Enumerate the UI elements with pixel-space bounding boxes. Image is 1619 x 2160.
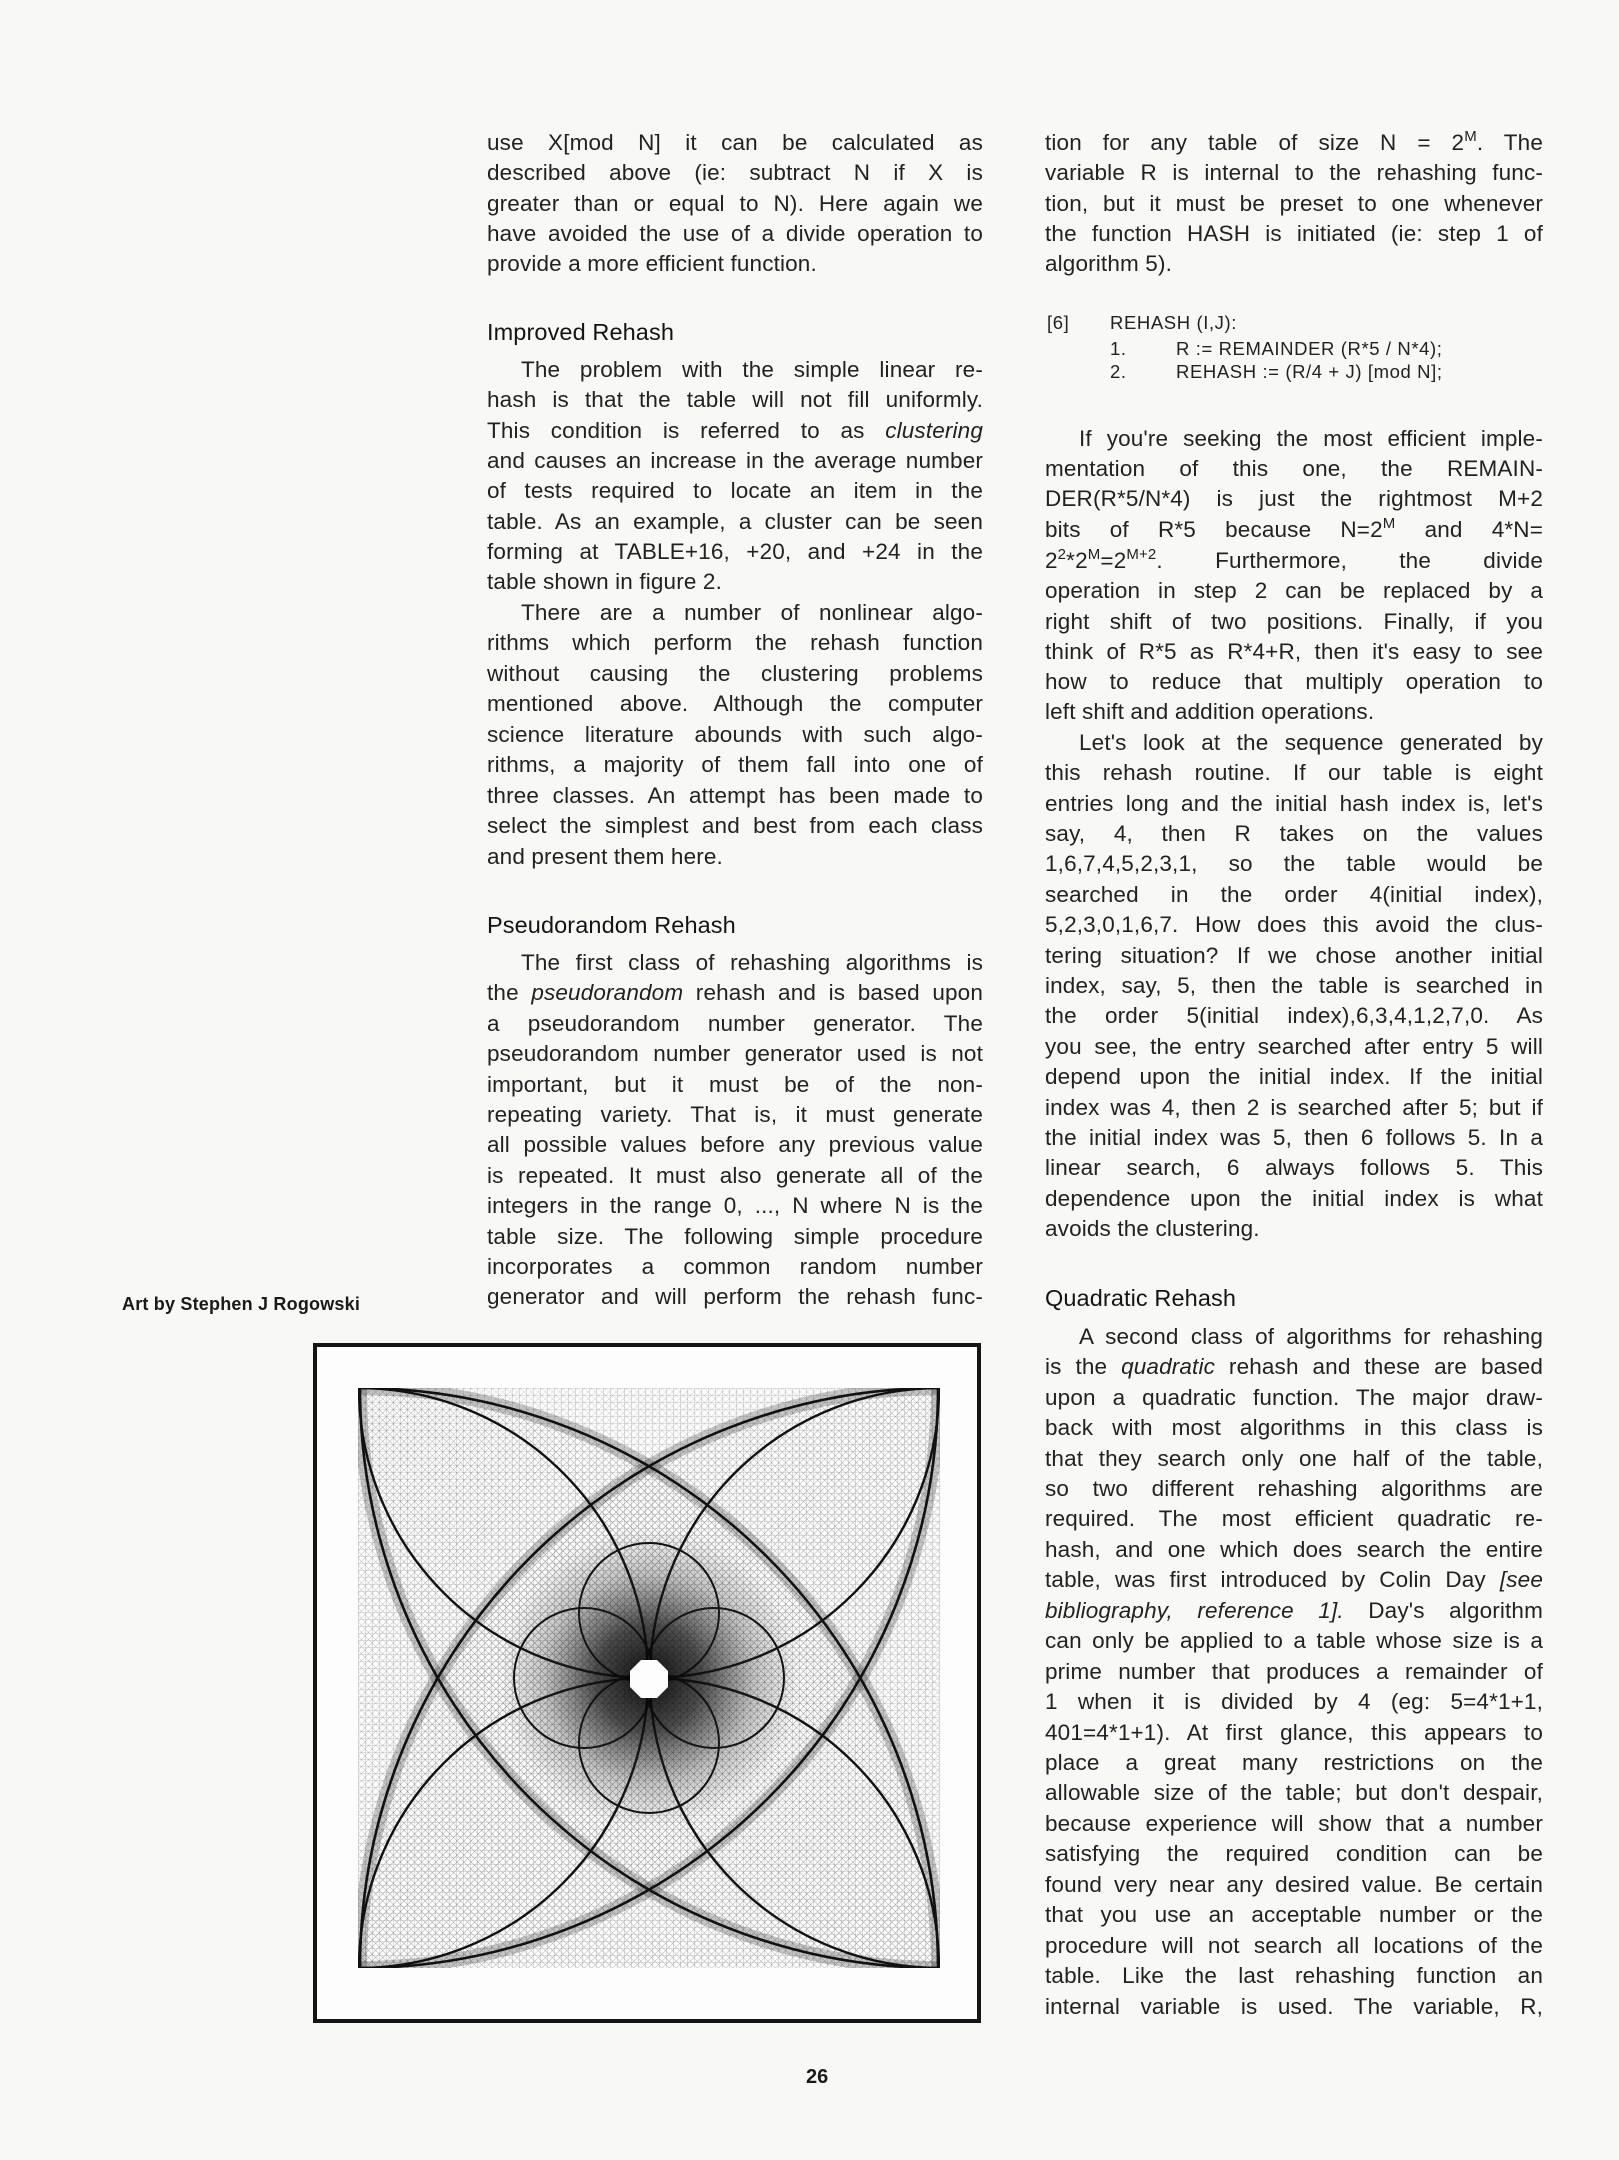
algorithm-number: [6]	[1047, 312, 1070, 333]
body-line: tering situation? If we chose another initial	[1045, 943, 1543, 968]
italic-citation: [see	[1499, 1567, 1543, 1592]
body-line: and present them here.	[487, 844, 723, 869]
body-line: is repeated. It must also generate all of the	[487, 1163, 983, 1188]
body-line: use X[mod N] it can be calculated as	[487, 130, 983, 155]
body-line: mentioned above. Although the computer	[487, 691, 983, 716]
body-line: so two different rehashing algorithms are	[1045, 1476, 1543, 1501]
algorithm-step-text: R := REMAINDER (R*5 / N*4);	[1176, 338, 1443, 359]
body-line: table size. The following simple procedure	[487, 1224, 983, 1249]
body-line: table. As an example, a cluster can be seen	[487, 509, 983, 534]
body-line: DER(R*5/N*4) is just the rightmost M+2	[1045, 486, 1543, 511]
body-line: forming at TABLE+16, +20, and +24 in the	[487, 539, 983, 564]
algorithm-step-number: 1.	[1110, 338, 1127, 359]
body-line: and causes an increase in the average number	[487, 448, 983, 473]
algorithm-step-number: 2.	[1110, 361, 1127, 382]
body-line: The first class of rehashing algorithms is	[521, 950, 983, 975]
body-line: the function HASH is initiated (ie: step 1 of	[1045, 221, 1543, 246]
text-span: . Furthermore, the divide	[1156, 548, 1543, 573]
body-line: upon a quadratic function. The major draw-	[1045, 1385, 1543, 1410]
body-line: satisfying the required condition can be	[1045, 1841, 1543, 1866]
text-span: table, was first introduced by Colin Day	[1045, 1567, 1486, 1592]
section-heading-pseudorandom-rehash: Pseudorandom Rehash	[487, 912, 736, 938]
body-line: required. The most efficient quadratic re-	[1045, 1506, 1543, 1531]
algorithm-step-text: REHASH := (R/4 + J) [mod N];	[1176, 361, 1443, 382]
body-line: think of R*5 as R*4+R, then it's easy to see	[1045, 639, 1543, 664]
body-line: 5,2,3,0,1,6,7. How does this avoid the clus-	[1045, 912, 1543, 937]
body-line	[1045, 515, 1543, 545]
body-line: right shift of two positions. Finally, if you	[1045, 609, 1543, 634]
body-line: select the simplest and best from each class	[487, 813, 983, 838]
algorithm-title: REHASH (I,J):	[1110, 312, 1238, 333]
body-line: pseudorandom number generator used is not	[487, 1041, 983, 1066]
body-line: of tests required to locate an item in the	[487, 478, 983, 503]
body-line: The problem with the simple linear re-	[521, 357, 983, 382]
body-line: tion, but it must be preset to one whenever	[1045, 191, 1543, 216]
text-span: and 4*N=	[1395, 517, 1543, 542]
italic-term-clustering: clustering	[885, 418, 983, 443]
page-number: 26	[806, 2066, 829, 2088]
text-span: is the	[1045, 1354, 1108, 1379]
body-line	[1045, 1352, 1543, 1382]
body-line: linear search, 6 always follows 5. This	[1045, 1155, 1543, 1180]
artwork-frame	[313, 1343, 981, 2023]
body-line: place a great many restrictions on the	[1045, 1750, 1543, 1775]
body-line: generator and will perform the rehash func-	[487, 1284, 983, 1309]
body-line: that they search only one half of the table,	[1045, 1446, 1543, 1471]
body-line: a pseudorandom number generator. The	[487, 1011, 983, 1036]
body-line: rithms, a majority of them fall into one of	[487, 752, 983, 777]
body-line	[487, 416, 983, 446]
body-line: three classes. An attempt has been made to	[487, 783, 983, 808]
body-line: rithms which perform the rehash function	[487, 630, 983, 655]
body-line: There are a number of nonlinear algo-	[521, 600, 983, 625]
body-line: because experience will show that a number	[1045, 1811, 1543, 1836]
body-line: science literature abounds with such algo-	[487, 722, 983, 747]
body-line: avoids the clustering.	[1045, 1216, 1260, 1241]
body-line: mentation of this one, the REMAIN-	[1045, 456, 1543, 481]
body-line: repeating variety. That is, it must generate	[487, 1102, 983, 1127]
text-span: Day's algorithm	[1368, 1598, 1543, 1623]
body-line: the initial index was 5, then 6 follows 5. In a	[1045, 1125, 1543, 1150]
body-line: If you're seeking the most efficient imple-	[1079, 426, 1543, 451]
body-line	[1045, 128, 1543, 158]
body-line: allowable size of the table; but don't despair,	[1045, 1780, 1543, 1805]
text-span: 2	[1045, 548, 1058, 573]
body-line: without causing the clustering problems	[487, 661, 983, 686]
body-line: the order 5(initial index),6,3,4,1,2,7,0. As	[1045, 1003, 1543, 1028]
body-line: searched in the order 4(initial index),	[1045, 882, 1543, 907]
text-span: . The	[1476, 130, 1543, 155]
superscript: M	[1464, 128, 1477, 145]
italic-citation: bibliography, reference 1].	[1045, 1598, 1344, 1623]
body-line: 1 when it is divided by 4 (eg: 5=4*1+1,	[1045, 1689, 1543, 1714]
body-line: hash, and one which does search the entire	[1045, 1537, 1543, 1562]
text-span: This condition is referred to as	[487, 418, 865, 443]
text-span: *2	[1066, 548, 1088, 573]
body-line: variable R is internal to the rehashing func-	[1045, 160, 1543, 185]
right-column	[1045, 0, 1543, 2160]
body-line	[487, 978, 983, 1008]
italic-term-pseudorandom: pseudorandom	[531, 980, 684, 1005]
body-line: have avoided the use of a divide operation to	[487, 221, 983, 246]
body-line	[1045, 546, 1543, 576]
text-span: rehash and these are based	[1228, 1354, 1544, 1379]
body-line: that you use an acceptable number or the	[1045, 1902, 1543, 1927]
body-line: all possible values before any previous value	[487, 1132, 983, 1157]
body-line: described above (ie: subtract N if X is	[487, 160, 983, 185]
text-span: bits of R*5 because N=2	[1045, 517, 1383, 542]
body-line: procedure will not search all locations of the	[1045, 1933, 1543, 1958]
body-line: hash is that the table will not fill uniformly.	[487, 387, 983, 412]
body-line	[1045, 1596, 1543, 1626]
body-line: index was 4, then 2 is searched after 5; but if	[1045, 1095, 1543, 1120]
text-span: rehash and is based upon	[695, 980, 984, 1005]
body-line: index, say, 5, then the table is searched in	[1045, 973, 1543, 998]
body-line: provide a more efficient function.	[487, 251, 817, 276]
section-heading-improved-rehash: Improved Rehash	[487, 319, 674, 345]
superscript: M+2	[1126, 546, 1157, 563]
body-line: say, 4, then R takes on the values	[1045, 821, 1543, 846]
body-line: you see, the entry searched after entry 5 will	[1045, 1034, 1543, 1059]
body-line: 1,6,7,4,5,2,3,1, so the table would be	[1045, 851, 1543, 876]
superscript: 2	[1057, 546, 1067, 563]
body-line	[1045, 1565, 1543, 1595]
body-line: table shown in figure 2.	[487, 569, 722, 594]
body-line: table. Like the last rehashing function an	[1045, 1963, 1543, 1988]
superscript: M	[1087, 546, 1101, 563]
italic-term-quadratic: quadratic	[1121, 1354, 1216, 1379]
body-line: how to reduce that multiply operation to	[1045, 669, 1543, 694]
body-line: Let's look at the sequence generated by	[1079, 730, 1543, 755]
body-line: back with most algorithms in this class is	[1045, 1415, 1543, 1440]
body-line: entries long and the initial hash index is, let's	[1045, 791, 1543, 816]
text-span: the	[487, 980, 519, 1005]
body-line: incorporates a common random number	[487, 1254, 983, 1279]
body-line: this rehash routine. If our table is eight	[1045, 760, 1543, 785]
body-line: internal variable is used. The variable, R,	[1045, 1994, 1543, 2019]
body-line: important, but it must be of the non-	[487, 1072, 983, 1097]
body-line: algorithm 5).	[1045, 251, 1172, 276]
superscript: M	[1382, 515, 1396, 532]
body-line: found very near any desired value. Be certain	[1045, 1872, 1543, 1897]
body-line: prime number that produces a remainder of	[1045, 1659, 1543, 1684]
body-line: integers in the range 0, ..., N where N is the	[487, 1193, 983, 1218]
body-line: left shift and addition operations.	[1045, 699, 1375, 724]
body-line: can only be applied to a table whose size is a	[1045, 1628, 1543, 1653]
art-credit-caption: Art by Stephen J Rogowski	[122, 1294, 361, 1314]
text-span: tion for any table of size N = 2	[1045, 130, 1465, 155]
section-heading-quadratic-rehash: Quadratic Rehash	[1045, 1285, 1237, 1311]
string-art-figure	[358, 1388, 940, 1968]
body-line: operation in step 2 can be replaced by a	[1045, 578, 1543, 603]
body-line: A second class of algorithms for rehashing	[1079, 1324, 1543, 1349]
body-line: 401=4*1+1). At first glance, this appears to	[1045, 1720, 1543, 1745]
body-line: greater than or equal to N). Here again we	[487, 191, 983, 216]
text-span: =2	[1100, 548, 1127, 573]
body-line: depend upon the initial index. If the initial	[1045, 1064, 1543, 1089]
body-line: dependence upon the initial index is what	[1045, 1186, 1543, 1211]
